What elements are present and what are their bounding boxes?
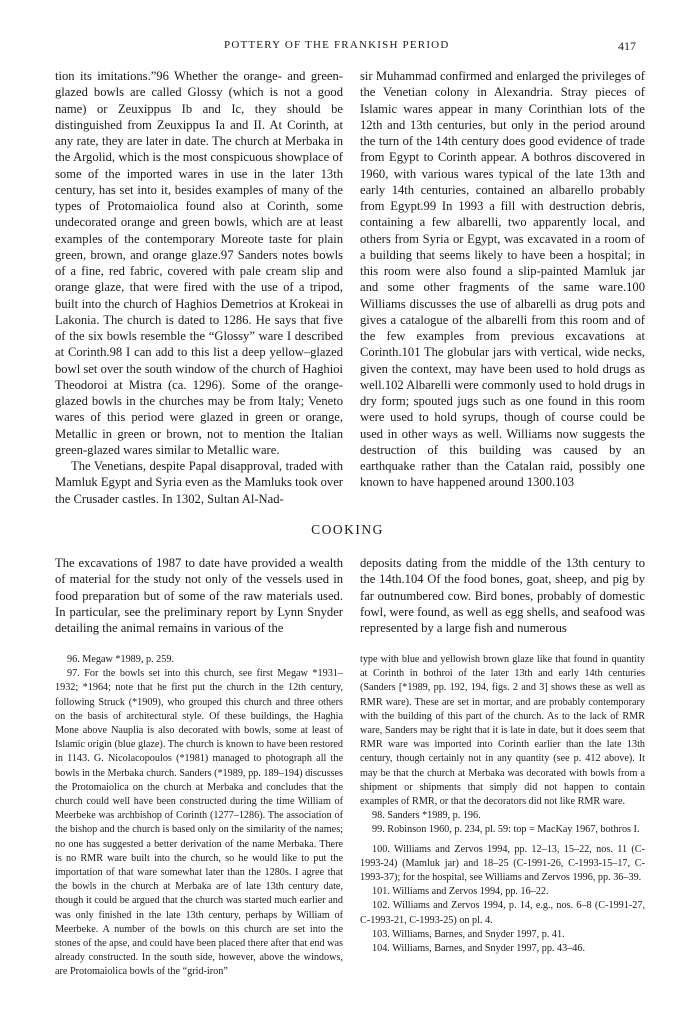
running-title: POTTERY OF THE FRANKISH PERIOD <box>224 39 450 51</box>
footnote: 102. Williams and Zervos 1994, p. 14, e.g., nos. 6–8 (C-1991-27, C-1993-21, C-1993-25) on pl. 4. <box>360 900 645 926</box>
left-column-cooking <box>55 555 343 636</box>
footnote: 99. Robinson 1960, p. 234, pl. 59: top = MacKay 1967, bothros I. <box>372 824 640 836</box>
left-column-top <box>55 68 343 507</box>
footnote: 100. Williams and Zervos 1994, pp. 12–13, 15–22, nos. 11 (C-1993-24) (Mamluk jar) and 18–25 (C-1991-26, C-1993-15–17, C-1993-37); for the hospital, see Williams and Zervos 1996, pp. 36–39. <box>360 843 645 884</box>
body-paragraph: sir Muhammad confirmed and enlarged the privileges of the Venetian colony in Alexandria. Stray pieces of Islamic wares appear in many Corinthian lots of the 12th and 13th centuries, but only in the period around the turn of the 14th century does good evidence of trade from Egypt to Corinth appear. A bothros discovered in 1960, with various wares typical of the late 13th and early 14th centuries, contained an albarello probably from Egypt.99 In 1993 a fill with destruction debris, containing a few albarelli, two apparently local, and others from Syria or Egypt, was excavated in a room of a building that seems likely to have been a hospital; in this room were also found a slip-painted Mamluk jar and some other fragments of the same ware.100 Williams discusses the use of albarelli as drug pots and gives a catalogue of the albarelli from this room and of the few examples from previous excavations at Corinth.101 The globular jars with vertical, wide necks, given the context, may have been used to hold drugs as well.102 Albarelli were commonly used to hold drugs in dry form; spouted jugs such as one found in this room were used to hold syrups, though of course could be used in other ways as well. Williams now suggests the destruction of this building was caused by an earthquake rather than the Catalan raid, possibly one known to have happened around 1300.103 <box>360 69 645 490</box>
footnote: 104. Williams, Barnes, and Snyder 1997, pp. 43–46. <box>372 943 586 955</box>
footnotes-left <box>55 653 343 980</box>
footnote: 103. Williams, Barnes, and Snyder 1997, p. 41. <box>372 928 565 940</box>
body-paragraph: tion its imitations.”96 Whether the orange- and green-glazed bowls are called Glossy (which is not a good name) or Zeuxippus Ib and Ic, they should be distinguished from Zeuxippus Ia and II. At Corinth, at any rate, they are later in date. The church at Merbaka in the Argolid, which is the most conspicuous showplace of some of the imported wares in use in the later 13th century, has set into it, besides examples of many of the types of Protomaiolica found also at Corinth, some undecorated orange and green bowls, which are at least examples of the contemporary Moreote taste for plain green, brown, and orange glaze.97 Sanders notes bowls of a fine, red fabric, covered with pale cream slip and orange glaze, that were fired with the use of a tripod, built into the church of Haghios Demetrios at Krokeai in Lakonia. The church is dated to 1286. He says that five of the six bowls resemble the “Glossy” ware I described at Corinth.98 I can add to this list a deep yellow–glazed bowl set over the south window of the church of Haghioi Theodoroi at Mistra (ca. 1296). Some of the orange-glazed bowls in the churches may be from Italy; Veneto wares of this period were glazed in green or orange, Metallic in green or brown, not to mention the Italian green-glazed wares similar to Metallic ware. <box>55 69 343 457</box>
footnotes-right <box>360 653 645 956</box>
footnote: 98. Sanders *1989, p. 196. <box>372 810 481 822</box>
footnote: 101. Williams and Zervos 1994, pp. 16–22. <box>372 886 549 898</box>
page-number: 417 <box>618 39 636 53</box>
right-column-top <box>360 68 645 491</box>
right-column-cooking <box>360 555 645 636</box>
body-paragraph: deposits dating from the middle of the 13th century to the 14th.104 Of the food bones, goat, sheep, and pig by far outnumbered cow. Bird bones, probably of domestic fowl, were found, as well as egg shells, and seafood was represented by a large fish and numerous <box>360 556 645 635</box>
footnote: 96. Megaw *1989, p. 259. <box>67 654 174 665</box>
body-paragraph: The Venetians, despite Papal disapproval, traded with Mamluk Egypt and Syria even as the Mamluks took over the Crusader castles. In 1302, Sultan Al-Nad- <box>55 459 343 506</box>
running-head <box>0 39 695 55</box>
footnote: 97. For the bowls set into this church, see first Megaw *1931–1932; *1964; note that he first put the church in the 12th century, following Struck (*1909), who grouped this church and three others on the basis of architectural style. Of these buildings, the Haghia Mone above Nauplia is also decorated with bowls, some at least of Islamic origin (blue glaze). The church is known to have been restored in 1143. G. Nicolacopoulos (*1981) managed to photograph all the bowls in the Merbaka church. Sanders (*1989, pp. 189–194) discusses the Protomaiolica on the church at Merbaka and concludes that the church could well have been constructed during the time William of Meerbeke was archbishop of Corinth (1277–1286). The association of the bishop and the church is based only on the similarity of the names; no one has suggested a better derivation of the name Merbaka. There is no RMR ware built into the church, so he would like to put the importation of that ware somewhat later than the 1280s. I agree that the bowls in the church at Merbaka are of late 13th century date, though it could be argued that the church was started much earlier and was only finished in the late 13th century, perhaps by William of Meerbeke. A number of the bowls on this church are set into the stones of the apse, and could have been placed there after that end was already constructed. In the south side, however, above the windows, are Protomaiolica bowls of the “grid-iron” <box>55 668 343 978</box>
section-heading: COOKING <box>311 522 384 537</box>
footnote-continuation: type with blue and yellowish brown glaze like that found in quantity at Corinth in bothroi of the later 13th and early 14th centuries (Sanders [*1989, pp. 192, 194, figs. 2 and 3] shows these as well as RMR ware). These are set in mortar, and are probably contemporary with the building of this part of the church. As to the lack of RMR ware, Sanders may be right that it is late in date, but it does seem that RMR ware was imported into Corinth earlier than the late 13th century, though certainly not in any quantity (see p. 412 above). It may be that the church at Merbaka was decorated with bowls from a shipment or shipments that simply did not happen to contain examples of RMR, or that the decorators did not like RMR ware. <box>360 654 645 808</box>
body-paragraph: The excavations of 1987 to date have provided a wealth of material for the study not only of the vessels used in food preparation but of some of the raw materials used. In particular, see the preliminary report by Lynn Snyder detailing the animal remains in various of the <box>55 556 343 635</box>
